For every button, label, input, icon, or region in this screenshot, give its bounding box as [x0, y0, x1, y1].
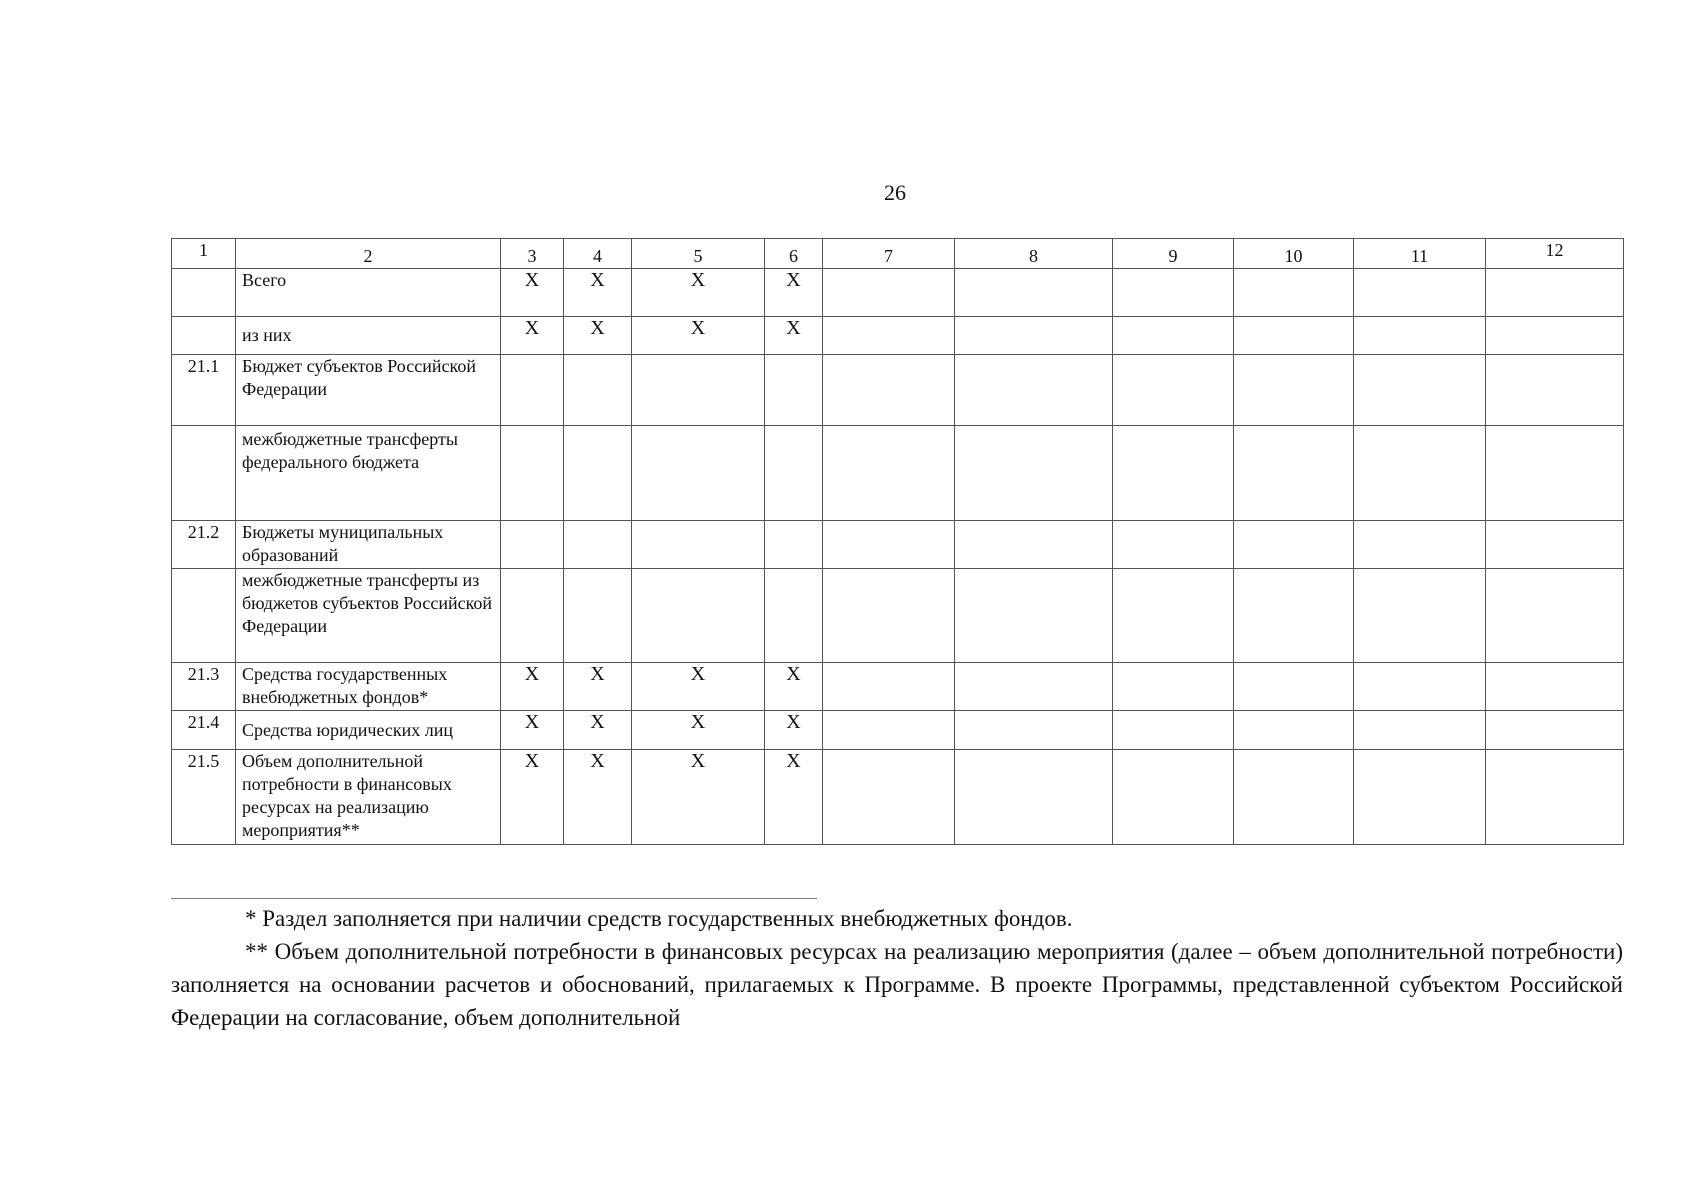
table-cell	[955, 663, 1113, 711]
page-number: 26	[884, 180, 906, 205]
table-cell	[765, 521, 823, 569]
table-cell	[823, 663, 955, 711]
table-cell	[632, 569, 765, 663]
table-cell	[564, 569, 632, 663]
table-cell	[955, 355, 1113, 426]
table-cell	[765, 355, 823, 426]
column-header: 12	[1486, 239, 1624, 269]
table-cell	[501, 569, 564, 663]
table-cell	[823, 355, 955, 426]
table-cell	[632, 355, 765, 426]
table-cell	[1234, 750, 1354, 845]
table-cell	[1234, 355, 1354, 426]
column-header: 8	[955, 239, 1113, 269]
table-cell	[1354, 521, 1486, 569]
table-cell	[1113, 426, 1234, 521]
table-cell	[1113, 663, 1234, 711]
row-number: 21.3	[172, 663, 236, 711]
table-cell	[632, 426, 765, 521]
table-cell	[564, 426, 632, 521]
table-cell	[823, 426, 955, 521]
row-label: Бюджет субъектов Российской Федерации	[236, 355, 501, 426]
table-cell: X	[501, 750, 564, 845]
table-cell	[632, 521, 765, 569]
table-cell	[501, 426, 564, 521]
table-cell	[765, 569, 823, 663]
table-cell: X	[501, 317, 564, 355]
table-cell: X	[564, 750, 632, 845]
table-cell	[1113, 521, 1234, 569]
table-cell: X	[501, 663, 564, 711]
column-header: 9	[1113, 239, 1234, 269]
table-cell	[823, 569, 955, 663]
table-cell	[955, 711, 1113, 750]
table-cell: X	[632, 711, 765, 750]
table-row	[172, 355, 1624, 426]
table-cell: X	[765, 269, 823, 317]
table-cell	[1234, 711, 1354, 750]
table-cell	[955, 269, 1113, 317]
table-cell: X	[632, 317, 765, 355]
table-cell	[1113, 355, 1234, 426]
table-cell	[501, 355, 564, 426]
column-header: 3	[501, 239, 564, 269]
table-cell	[1486, 750, 1624, 845]
table-cell	[1354, 663, 1486, 711]
row-label: межбюджетные трансферты из бюджетов субъектов Российской Федерации	[236, 569, 501, 663]
column-header: 5	[632, 239, 765, 269]
table-cell	[1486, 317, 1624, 355]
footnote-divider	[171, 898, 817, 899]
column-header: 4	[564, 239, 632, 269]
table-cell	[1486, 521, 1624, 569]
column-header: 11	[1354, 239, 1486, 269]
table-row	[172, 750, 1624, 845]
row-number	[172, 426, 236, 521]
table-header-row	[172, 239, 1624, 269]
row-label: из них	[236, 317, 501, 355]
table-cell: X	[632, 269, 765, 317]
table-cell	[823, 711, 955, 750]
table-cell: X	[765, 750, 823, 845]
table-cell	[1486, 663, 1624, 711]
table-row	[172, 317, 1624, 355]
table-cell	[1486, 269, 1624, 317]
table-cell	[1113, 269, 1234, 317]
row-label: межбюджетные трансферты федерального бюджета	[236, 426, 501, 521]
row-number	[172, 317, 236, 355]
footnote-2: ** Объем дополнительной потребности в финансовых ресурсах на реализацию мероприятия (далее – объем дополнительной потребности) заполняется на основании расчетов и обоснований, прилагаемых к Программе. В проекте Программы, представленной субъектом Российской Федерации на согласование, объем дополнительной	[171, 939, 1623, 1030]
table-cell	[1113, 569, 1234, 663]
table-cell	[1486, 569, 1624, 663]
column-header: 2	[236, 239, 501, 269]
column-header: 1	[172, 239, 236, 269]
table-row	[172, 711, 1624, 750]
table-cell	[1234, 426, 1354, 521]
row-number	[172, 269, 236, 317]
table-cell: X	[564, 317, 632, 355]
footnote-1: * Раздел заполняется при наличии средств государственных внебюджетных фондов.	[245, 906, 1073, 931]
table-cell: X	[564, 663, 632, 711]
table-cell: X	[564, 711, 632, 750]
table-cell	[1113, 711, 1234, 750]
table-row	[172, 663, 1624, 711]
row-label: Средства юридических лиц	[236, 711, 501, 750]
table-cell	[823, 750, 955, 845]
row-label: Объем дополнительной потребности в финансовых ресурсах на реализацию мероприятия**	[236, 750, 501, 845]
column-header: 7	[823, 239, 955, 269]
table-cell	[1486, 355, 1624, 426]
table-cell	[1234, 521, 1354, 569]
table-cell: X	[765, 711, 823, 750]
table-cell	[1354, 569, 1486, 663]
table-cell: X	[765, 663, 823, 711]
footnotes	[171, 902, 1623, 1034]
table-cell	[1234, 269, 1354, 317]
table-cell	[823, 521, 955, 569]
table-row	[172, 269, 1624, 317]
row-number: 21.1	[172, 355, 236, 426]
funding-table	[171, 238, 1624, 845]
table-cell	[955, 317, 1113, 355]
table-cell	[955, 521, 1113, 569]
row-label: Средства государственных внебюджетных фондов*	[236, 663, 501, 711]
table-cell	[1354, 269, 1486, 317]
table-cell	[564, 355, 632, 426]
table-cell: X	[765, 317, 823, 355]
table-cell	[955, 750, 1113, 845]
column-header: 6	[765, 239, 823, 269]
table-cell	[955, 426, 1113, 521]
table-cell	[1354, 711, 1486, 750]
table-cell	[955, 569, 1113, 663]
table-row	[172, 521, 1624, 569]
row-number	[172, 569, 236, 663]
table-cell	[823, 317, 955, 355]
table-cell	[765, 426, 823, 521]
row-number: 21.4	[172, 711, 236, 750]
table-cell: X	[501, 269, 564, 317]
table-cell: X	[632, 663, 765, 711]
table-cell	[1486, 426, 1624, 521]
row-label: Бюджеты муниципальных образований	[236, 521, 501, 569]
table-cell	[1486, 711, 1624, 750]
table-cell	[1234, 569, 1354, 663]
table-cell	[501, 521, 564, 569]
table-row	[172, 569, 1624, 663]
table-cell	[1234, 317, 1354, 355]
row-number: 21.5	[172, 750, 236, 845]
table-cell	[1113, 317, 1234, 355]
table-row	[172, 426, 1624, 521]
table-cell	[1113, 750, 1234, 845]
table-cell	[823, 269, 955, 317]
column-header: 10	[1234, 239, 1354, 269]
table-cell	[1234, 663, 1354, 711]
row-number: 21.2	[172, 521, 236, 569]
table-cell: X	[632, 750, 765, 845]
table-cell	[1354, 750, 1486, 845]
table-cell: X	[501, 711, 564, 750]
row-label: Всего	[236, 269, 501, 317]
table-cell	[564, 521, 632, 569]
table-cell: X	[564, 269, 632, 317]
table-cell	[1354, 317, 1486, 355]
table-cell	[1354, 355, 1486, 426]
table-cell	[1354, 426, 1486, 521]
